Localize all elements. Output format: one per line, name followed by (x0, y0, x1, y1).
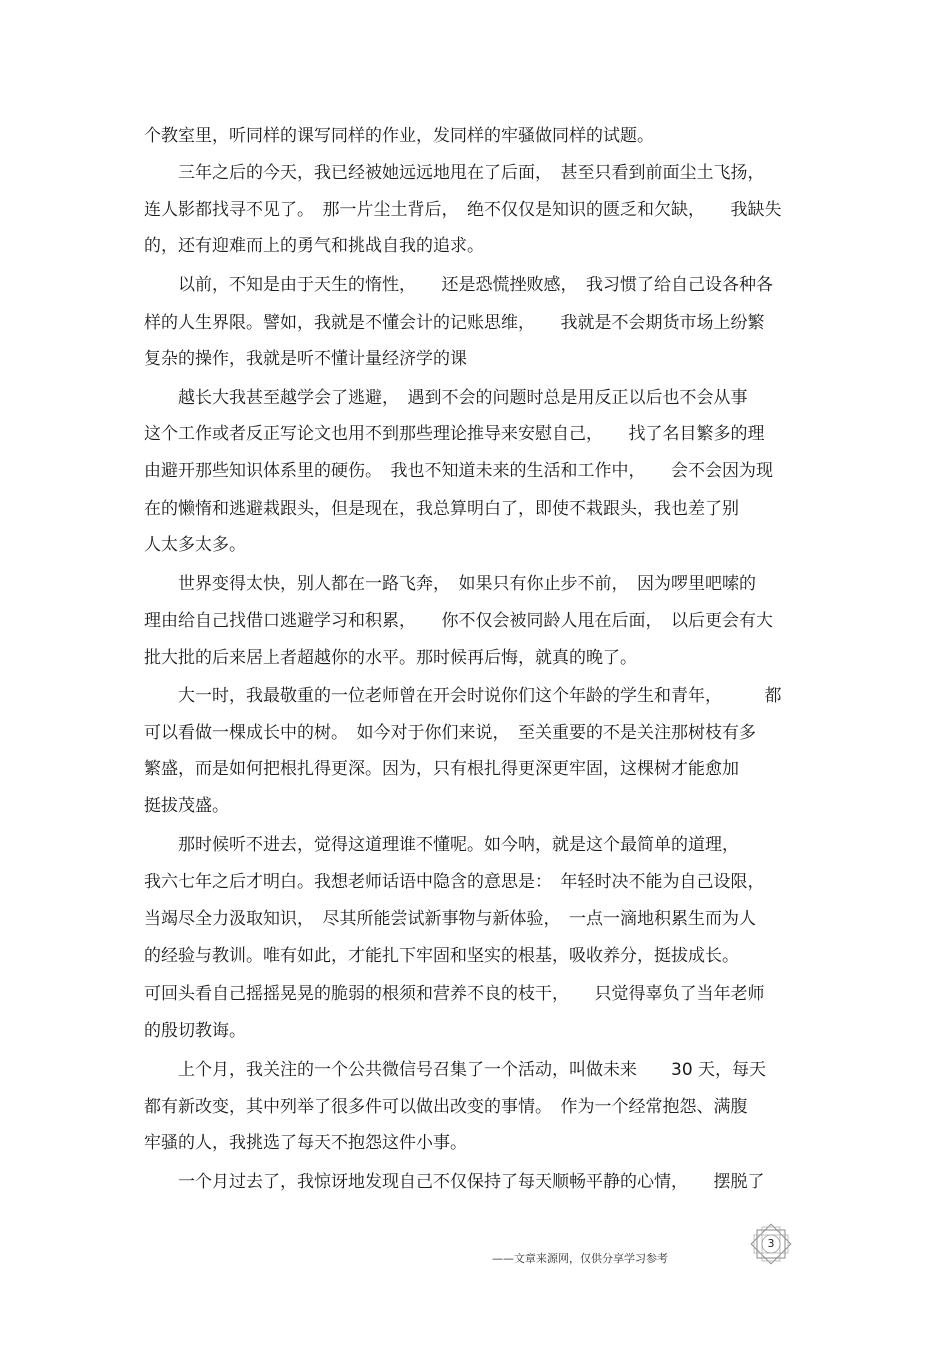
text-line: 在的懒惰和逃避栽跟头，但是现在，我总算明白了，即使不栽跟头，我也差了别 (144, 499, 739, 519)
text-line: 都有新改变，其中列举了很多件可以做出改变的事情。 作为一个经常抱怨、满腹 (144, 1097, 748, 1117)
text-line: 复杂的操作，我就是听不懂计量经济学的课 (144, 349, 467, 369)
text-line: 个教室里，听同样的课写同样的作业，发同样的牢骚做同样的试题。 (144, 126, 654, 146)
text-line: 样的人生界限。譬如，我就是不懂会计的记账思维， 我就是不会期货市场上纷繁 (144, 313, 765, 333)
text-line: 三年之后的今天，我已经被她远远地甩在了后面， 甚至只看到前面尘土飞扬， (144, 163, 765, 183)
text-line: 可以看做一棵成长中的树。 如今对于你们来说， 至关重要的不是关注那树枝有多 (144, 723, 756, 743)
text-line: 牢骚的人，我挑选了每天不抱怨这件小事。 (144, 1133, 467, 1153)
text-line: 由避开那些知识体系里的硬伤。 我也不知道未来的生活和工作中， 会不会因为现 (144, 461, 773, 481)
text-line: 繁盛，而是如何把根扎得更深。因为，只有根扎得更深更牢固，这棵树才能愈加 (144, 759, 739, 779)
footer-source-note: ——文章来源网，仅供分享学习参考 (492, 1252, 668, 1265)
text-line: 的经验与教训。唯有如此，才能扎下牢固和坚实的根基，吸收养分，挺拔成长。 (144, 946, 739, 966)
text-line: 人太多太多。 (144, 535, 246, 555)
text-line: 一个月过去了，我惊讶地发现自己不仅保持了每天顺畅平静的心情， 摆脱了 (144, 1172, 765, 1192)
text-line: 上个月，我关注的一个公共微信号召集了一个活动，叫做未来 30 天，每天 (144, 1060, 767, 1080)
text-line: 的，还有迎难而上的勇气和挑战自我的追求。 (144, 236, 484, 256)
text-line: 大一时，我最敬重的一位老师曾在开会时说你们这个年龄的学生和青年， 都 (144, 686, 782, 706)
text-line: 越长大我甚至越学会了逃避， 遇到不会的问题时总是用反正以后也不会从事 (144, 388, 748, 408)
text-line: 我六七年之后才明白。我想老师话语中隐含的意思是： 年轻时决不能为自己设限， (144, 872, 765, 892)
text-line: 挺拔茂盛。 (144, 796, 229, 816)
text-line: 的殷切教诲。 (144, 1021, 246, 1041)
text-line: 批大批的后来居上者超越你的水平。那时候再后悔，就真的晚了。 (144, 648, 637, 668)
text-line: 世界变得太快，别人都在一路飞奔， 如果只有你止步不前， 因为啰里吧嗦的 (144, 574, 756, 594)
page-number: 3 (767, 1237, 775, 1250)
text-line: 可回头看自己摇摇晃晃的脆弱的根须和营养不良的枝干， 只觉得辜负了当年老师 (144, 984, 765, 1004)
text-line: 以前，不知是由于天生的惰性， 还是恐慌挫败感， 我习惯了给自己设各种各 (144, 275, 773, 295)
text-line: 理由给自己找借口逃避学习和积累， 你不仅会被同龄人甩在后面， 以后更会有大 (144, 611, 773, 631)
text-line: 那时候听不进去，觉得这道理谁不懂呢。如今呐，就是这个最简单的道理， (144, 835, 739, 855)
text-line: 当竭尽全力汲取知识， 尽其所能尝试新事物与新体验， 一点一滴地积累生而为人 (144, 909, 756, 929)
page-number-badge (748, 1221, 794, 1267)
text-line: 这个工作或者反正写论文也用不到那些理论推导来安慰自己， 找了名目繁多的理 (144, 424, 765, 444)
text-line: 连人影都找寻不见了。 那一片尘土背后， 绝不仅仅是知识的匮乏和欠缺， 我缺失 (144, 200, 782, 220)
